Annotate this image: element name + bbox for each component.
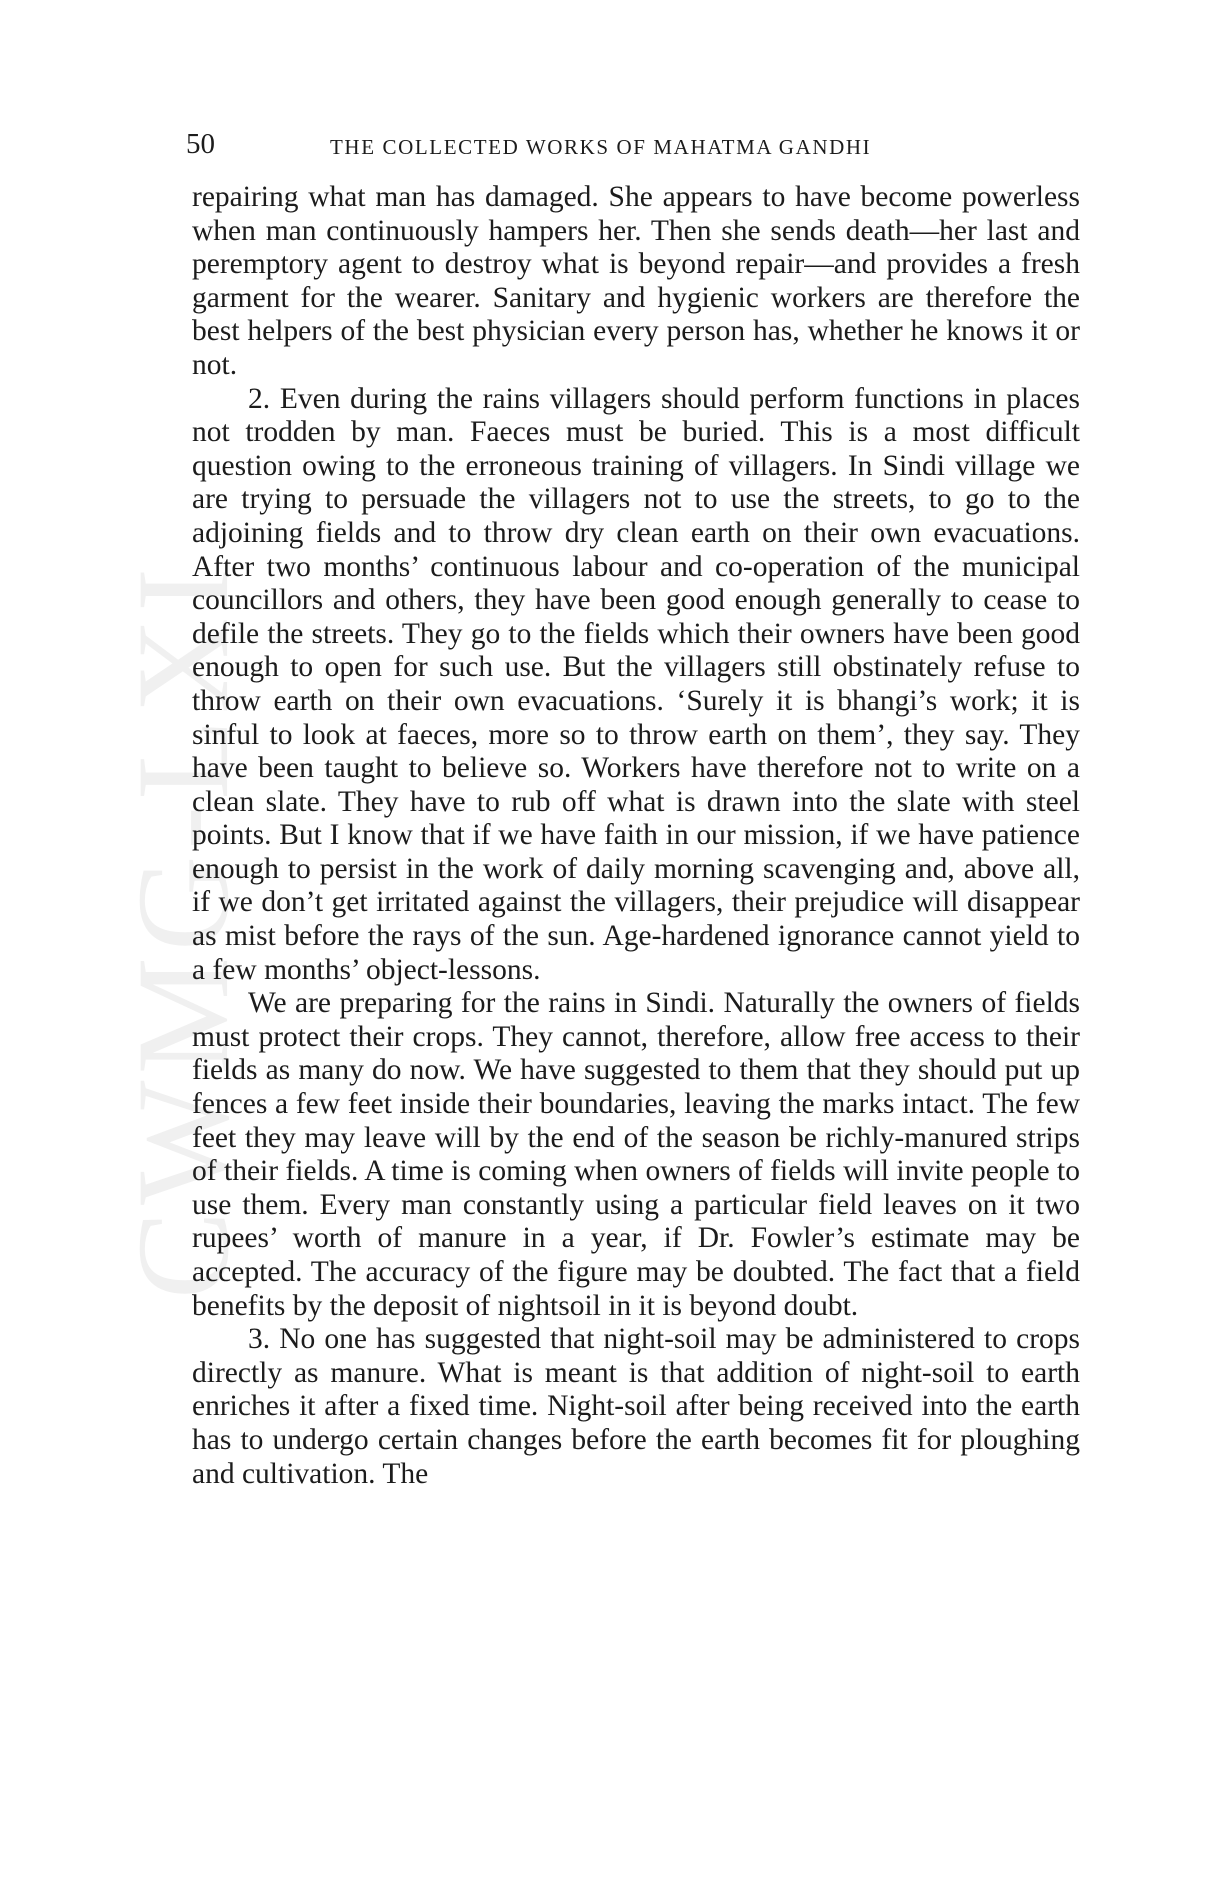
page-header [186,126,1086,166]
paragraph: We are preparing for the rains in Sindi. Naturally the owners of fields must protect their crops. They cannot, therefore, allow free access to their fields as many do now. We have suggested to them that they should put up fences a few feet inside their boundaries, leaving the marks intact. The few feet they may leave will by the end of the season be richly-manured strips of their fields. A time is coming when owners of fields will invite people to use them. Every man constantly using a particular field leaves on it two rupees’ worth of manure in a year, if Dr. Fowler’s estimate may be accepted. The accuracy of the figure may be doubted. The fact that a field benefits by the deposit of nightsoil in it is beyond doubt. [192,987,1080,1322]
paragraph: 2. Even during the rains villagers should perform functions in places not trodden by man. Faeces must be buried. This is a most difficult question owing to the erroneous training of villagers. In Sindi village we are trying to persuade the villagers not to use the streets, to go to the adjoining fields and to throw dry clean earth on their own evacuations. After two months’ continuous labour and co-operation of the municipal councillors and others, they have been good enough generally to cease to defile the streets. They go to the fields which their owners have been good enough to open for such use. But the villagers still obstinately refuse to throw earth on their own evacuations. ‘Surely it is bhangi’s work; it is sinful to look at faeces, more so to throw earth on them’, they say. They have been taught to believe so. Workers have therefore not to write on a clean slate. They have to rub off what is drawn into the slate with steel points. But I know that if we have faith in our mission, if we have patience enough to persist in the work of daily morning scavenging and, above all, if we don’t get irritated against the villagers, their prejudice will disappear as mist before the rays of the sun. Age-hardened ignorance cannot yield to a few months’ object-lessons. [192,382,1080,986]
paragraph: 3. No one has suggested that night-soil may be administered to crops directly as manure. What is meant is that addition of night-soil to earth enriches it after a fixed time. Night-soil after being received into the earth has to undergo certain changes before the earth becomes fit for ploughing and cultivation. The [192,1323,1080,1490]
running-title: THE COLLECTED WORKS OF MAHATMA GANDHI [330,135,872,159]
watermark-text: CWMG-LXI [109,561,257,1299]
paragraph: repairing what man has damaged. She appears to have become powerless when man continuously hampers her. Then she sends death—her last and peremptory agent to destroy what is beyond repair—and provides a fresh garment for the wearer. Sanitary and hygienic workers are therefore the best helpers of the best physician every person has, whether he knows it or not. [192,181,1080,381]
body-text [192,181,1080,1491]
page-number: 50 [186,128,215,160]
